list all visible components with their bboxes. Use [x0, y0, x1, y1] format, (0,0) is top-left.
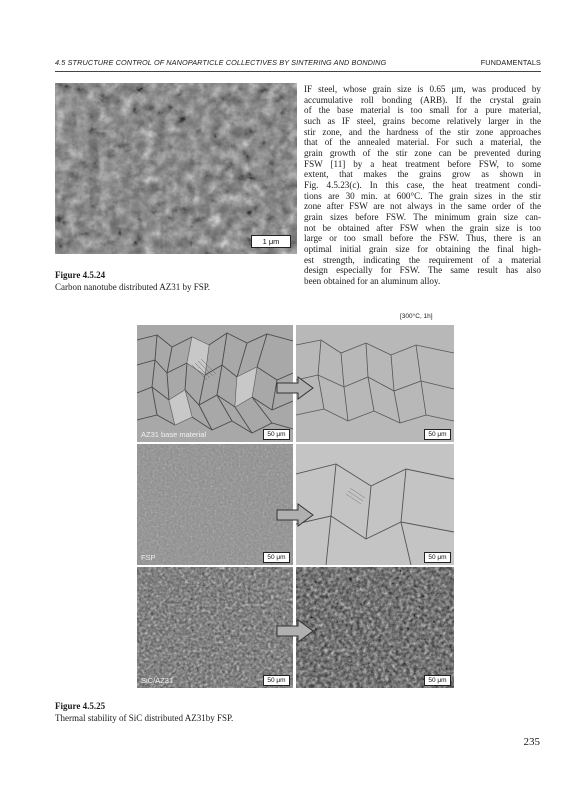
- micrograph-sic-az31-before: [137, 567, 293, 688]
- body-line: such as IF steel, grains become relatively larger in the: [304, 115, 541, 126]
- body-line: tions are 30 min. at 600°C. The grain sizes in the stir: [304, 190, 541, 201]
- body-line: that of the annealed material. For such a material, the: [304, 137, 541, 148]
- scale-bar: 50 μm: [263, 429, 290, 440]
- body-line: been obtained for an aluminum alloy.: [304, 275, 441, 286]
- body-line: extent, that makes the grains grow as shown in: [304, 169, 541, 180]
- micrograph-fsp-after: [296, 444, 454, 565]
- running-header-chapter: FUNDAMENTALS: [480, 58, 541, 67]
- body-line: not be obtained after FSW when the grain size is too: [304, 222, 541, 233]
- body-paragraph: [304, 84, 541, 286]
- scale-bar: 50 μm: [424, 429, 451, 440]
- body-line: IF steel, whose grain size is 0.65 μm, was produced by: [304, 84, 541, 94]
- panel-label-fsp: FSP: [141, 553, 156, 562]
- header-rule: [55, 71, 541, 72]
- arrow-right-icon: [276, 619, 314, 643]
- body-line: grain growth of the stir zone can be prevented during: [304, 147, 541, 158]
- scale-bar: 50 μm: [263, 675, 290, 686]
- figure-4-5-24-title: Figure 4.5.24: [55, 270, 106, 280]
- micrograph-sic-az31-after: [296, 567, 454, 688]
- micrograph-base-material-before: [137, 325, 293, 442]
- scale-bar: 50 μm: [424, 552, 451, 563]
- body-line: stir zone, and the hardness of the stir zone approaches: [304, 126, 541, 137]
- body-line: design especially for FSW. The same result has also: [304, 265, 541, 276]
- scale-bar: 50 μm: [263, 552, 290, 563]
- figure-4-5-25-caption: Thermal stability of SiC distributed AZ31by FSP.: [55, 713, 234, 723]
- body-line: optimal initial grain size for obtaining the final high-: [304, 243, 541, 254]
- body-line: FSW [11] by a heat treatment before FSW, to some: [304, 158, 541, 169]
- body-line: Fig. 4.5.23(c). In this case, the heat treatment condi-: [304, 179, 541, 190]
- body-line: zone after FSW are not always in the same order of the: [304, 201, 541, 212]
- arrow-right-icon: [276, 376, 314, 400]
- body-line: of the base material is too small for a pure material,: [304, 105, 541, 116]
- panel-label-base-material: AZ31 base material: [141, 430, 207, 439]
- running-header-section: 4.5 STRUCTURE CONTROL OF NANOPARTICLE COLLECTIVES BY SINTERING AND BONDING: [55, 58, 387, 67]
- body-line: grain sizes before FSW. The minimum grain size can-: [304, 211, 541, 222]
- figure-4-5-25-title: Figure 4.5.25: [55, 701, 106, 711]
- micrograph-fsp-before: [137, 444, 293, 565]
- arrow-right-icon: [276, 503, 314, 527]
- figure-4-5-24-scale-bar: 1 μm: [251, 235, 291, 248]
- body-line: est strength, indicating the requirement of a material: [304, 254, 541, 265]
- page-number: 235: [523, 736, 540, 748]
- scale-bar: 50 μm: [424, 675, 451, 686]
- body-line: accumulative roll bonding (ARB). If the crystal grain: [304, 94, 541, 105]
- running-header: [55, 58, 541, 67]
- figure-4-5-24-micrograph: [55, 83, 297, 254]
- panel-label-sic-az31: SiC/AZ31: [141, 676, 174, 685]
- micrograph-base-material-after: [296, 325, 454, 442]
- figure-4-5-24-caption: Carbon nanotube distributed AZ31 by FSP.: [55, 282, 210, 292]
- body-line: large or too small before the FSW. Thus, there is an: [304, 233, 541, 244]
- heat-treatment-condition-label: [300°C, 1h]: [400, 313, 433, 320]
